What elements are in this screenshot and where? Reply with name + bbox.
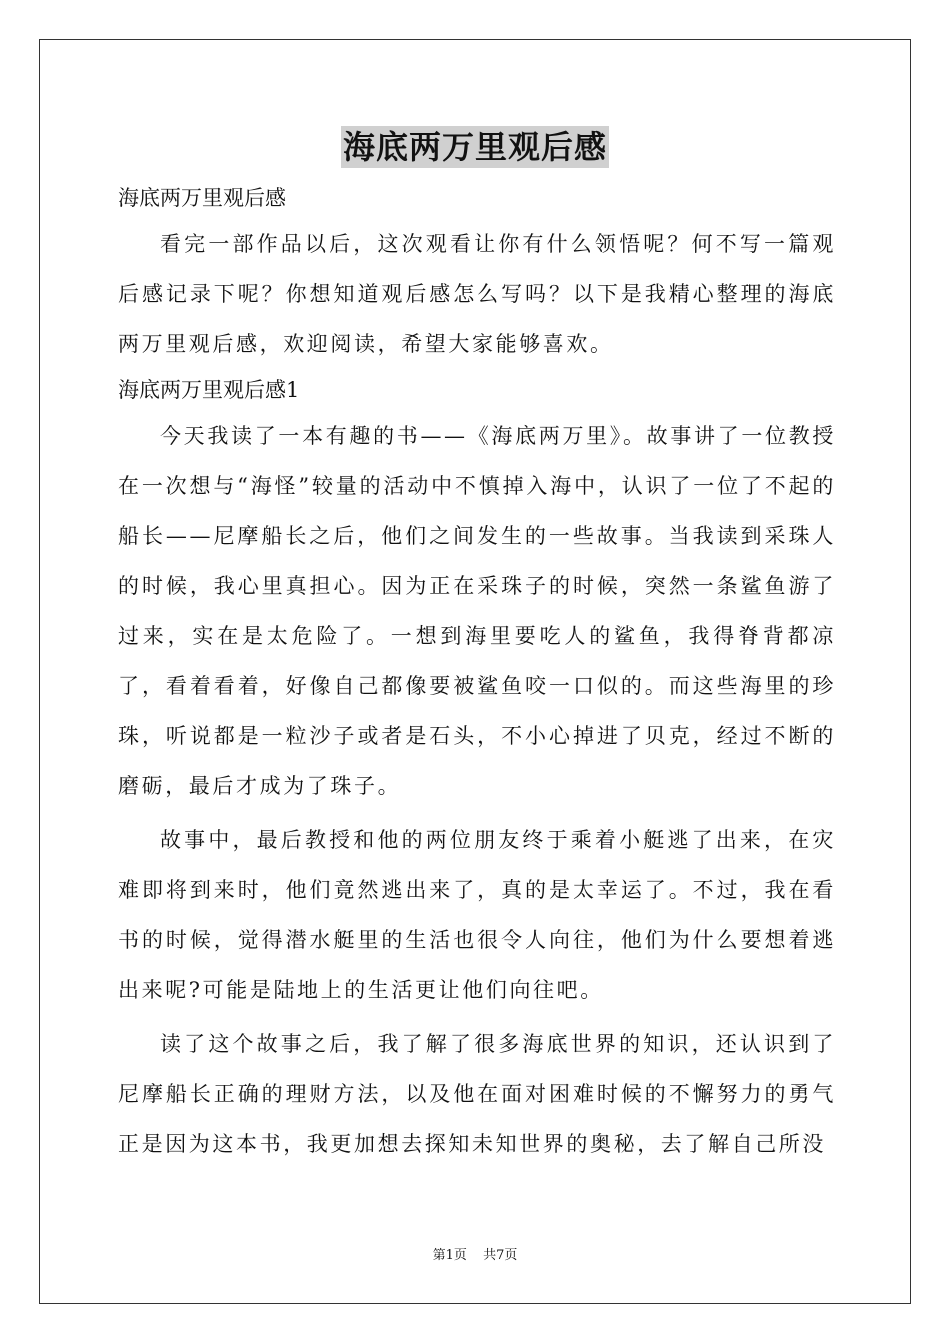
- section-title: 海底两万里观后感1: [118, 378, 300, 402]
- body-paragraph: 读了这个故事之后，我了解了很多海底世界的知识，还认识到了尼摩船长正确的理财方法，以及他在面对困难时候的不懈努力的勇气正是因为这本书，我更加想去探知未知世界的奥秘，去了解自己所没: [118, 1032, 836, 1156]
- document-subtitle: 海底两万里观后感: [118, 186, 286, 210]
- page-number-total: 共7页: [483, 1248, 518, 1263]
- document-body: [118, 177, 836, 1169]
- document-title: 海底两万里观后感: [342, 128, 607, 166]
- intro-paragraph: 看完一部作品以后，这次观看让你有什么领悟呢？何不写一篇观后感记录下呢？你想知道观后感怎么写吗？以下是我精心整理的海底两万里观后感，欢迎阅读，希望大家能够喜欢。: [118, 232, 836, 356]
- body-paragraph: 故事中，最后教授和他的两位朋友终于乘着小艇逃了出来，在灾难即将到来时，他们竟然逃出来了，真的是太幸运了。不过，我在看书的时候，觉得潜水艇里的生活也很令人向往，他们为什么要想着逃出来呢?可能是陆地上的生活更让他们向往吧。: [118, 828, 836, 1002]
- body-paragraph: 今天我读了一本有趣的书——《海底两万里》。故事讲了一位教授在一次想与“海怪”较量的活动中不慎掉入海中，认识了一位了不起的船长——尼摩船长之后，他们之间发生的一些故事。当我读到采珠人的时候，我心里真担心。因为正在采珠子的时候，突然一条鲨鱼游了过来，实在是太危险了。一想到海里要吃人的鲨鱼，我得脊背都凉了，看着看着，好像自己都像要被鲨鱼咬一口似的。而这些海里的珍珠，听说都是一粒沙子或者是石头，不小心掉进了贝克，经过不断的磨砺，最后才成为了珠子。: [118, 424, 836, 798]
- page-footer: [0, 1244, 950, 1263]
- title-container: [0, 126, 950, 168]
- page-number-current: 第1页: [432, 1248, 467, 1263]
